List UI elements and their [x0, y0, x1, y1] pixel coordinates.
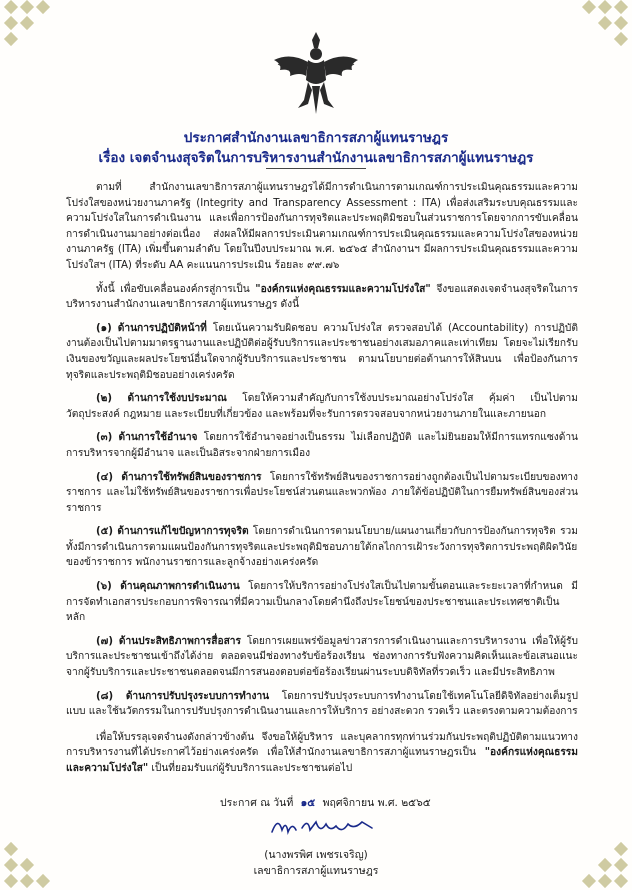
list-item: [66, 391, 578, 422]
corner-ornament-top-right: [572, 0, 632, 60]
signer-position: เลขาธิการสภาผู้แทนราษฎร: [253, 865, 379, 877]
intro-paragraph-1: ตามที่ สำนักงานเลขาธิการสภาผู้แทนราษฎรได้มีการดำเนินการตามเกณฑ์การประเมินคุณธรรมและความโปร่งใสของหน่วยงานภาครัฐ (Integrity and Transparency Assessment : ITA) เพื่อส่งเสริมระบบคุณธรรมและความโปร่งใสในการดำเนินงาน และเพื่อการป้องกันการทุจริตและประพฤติมิชอบในส่วนราชการโดยจากการขับเคลื่อนการดำเนินงานมาอย่างต่อเนื่อง ส่งผลให้มีผลการประเมินตามเกณฑ์การประเมินคุณธรรมและความโปร่งใสของหน่วยงานภาครัฐ (ITA) เพิ่มขึ้นตามลำดับ โดยในปีงบประมาณ พ.ศ. ๒๕๖๕ สำนักงานฯ มีผลการประเมินคุณธรรมและความโปร่งใสฯ (ITA) ที่ระดับ AA คะแนนการประเมิน ร้อยละ ๙๙.๗๖: [66, 182, 578, 271]
item-label: ด้านคุณภาพการดำเนินงาน: [120, 581, 240, 593]
item-number: (๘): [96, 690, 114, 702]
item-label: ด้านประสิทธิภาพการสื่อสาร: [118, 635, 241, 647]
item-number: (๓): [96, 432, 113, 444]
date-suffix: พฤศจิกายน พ.ศ. ๒๕๖๕: [322, 797, 431, 809]
closing-paragraph: [66, 730, 578, 777]
intro-paragraph-2: [66, 282, 578, 313]
announcement-date: [220, 794, 431, 811]
item-number: (๑): [96, 322, 112, 334]
closing-emphasis: "องค์กรแห่งคุณธรรมและความโปร่งใส": [66, 747, 578, 774]
item-text: โดยการเผยแพร่ข้อมูลข่าวสารการดำเนินงานและการบริหารงาน เพื่อให้ผู้รับบริการและประชาชนเข้าถึงได้ง่าย ตลอดจนมีช่องทางรับข้อร้องเรียน ช่องทางการรับฟังความคิดเห็นและข้อเสนอแนะจากผู้รับบริการและประชาชนตลอดจนมีการสนองตอบต่อข้อร้องเรียนผ่านระบบดิจิทัลที่รวดเร็ว และมีประสิทธิภาพ: [66, 635, 578, 679]
item-label: ด้านการใช้งบประมาณ: [127, 393, 227, 405]
announcement-subject: เรื่อง เจตจำนงสุจริตในการบริหารงานสำนักงานเลขาธิการสภาผู้แทนราษฎร: [98, 150, 534, 166]
intro-p2-text-a: ทั้งนี้ เพื่อขับเคลื่อนองค์กรสู่การเป็น: [96, 283, 256, 295]
item-label: ด้านการใช้ทรัพย์สินของราชการ: [121, 471, 262, 483]
item-text: โดยการปรับปรุงระบบการทำงานโดยใช้เทคโนโลยีดิจิทัลอย่างเต็มรูปแบบ และใช้นวัตกรรมในการปรับปรุงการดำเนินงานและการให้บริการ อย่างสะดวก รวดเร็ว และตรงตามความต้องการ: [66, 690, 578, 718]
list-item: [66, 579, 578, 626]
closing-text-b: เป็นที่ยอมรับแก่ผู้รับบริการและประชาชนต่อไป: [148, 763, 353, 774]
item-number: (๒): [96, 393, 113, 405]
list-item: [66, 689, 578, 720]
item-label: ด้านการใช้อำนาจ: [118, 432, 198, 444]
list-item: [66, 634, 578, 681]
item-label: ด้านการปรับปรุงระบบการทำงาน: [125, 690, 270, 702]
list-item: [66, 430, 578, 461]
item-number: (๗): [96, 635, 113, 647]
item-text: โดยการดำเนินการตามนโยบาย/แผนงานเกี่ยวกับการป้องกันการทุจริต รวมทั้งมีการดำเนินการตามแผนป้องกันการทุจริตและประพฤติมิชอบภายใต้กลไกการเฝ้าระวังการทุจริตการประพฤติผิดวินัยของข้าราชการ พนักงานราชการและลูกจ้างอย่างเคร่งครัด: [66, 526, 578, 569]
announcement-title: ประกาศสำนักงานเลขาธิการสภาผู้แทนราษฎร: [183, 130, 449, 146]
garuda-emblem-icon: [268, 30, 364, 118]
item-label: ด้านการปฏิบัติหน้าที่: [117, 322, 207, 334]
intro-p2-emphasis: "องค์กรแห่งคุณธรรมและความโปร่งใส": [255, 283, 431, 295]
list-item: [66, 321, 578, 383]
item-number: (๕): [96, 526, 114, 538]
list-item: [66, 524, 578, 571]
item-number: (๖): [96, 581, 112, 593]
item-label: ด้านการแก้ไขปัญหาการทุจริต: [117, 526, 249, 538]
intro-p2-text-b: จึงขอแสดงเจตจำนงสุจริตในการบริหารงานสำนักงานเลขาธิการสภาผู้แทนราษฎร ดังนี้: [66, 283, 578, 311]
handwritten-signature: [268, 812, 378, 840]
signer-name: (นางพรพิศ เพชรเจริญ): [264, 849, 368, 861]
item-text: โดยการใช้ทรัพย์สินของราชการอย่างถูกต้องเป็นไปตามระเบียบของทางราชการ และไม่ใช้ทรัพย์สินของราชการเพื่อประโยชน์ส่วนตนและพวกพ้อง ภายใต้ข้อปฏิบัติในการยืมทรัพย์สินของส่วนราชการ: [66, 471, 578, 514]
item-text: โดยการใช้อำนาจอย่างเป็นธรรม ไม่เลือกปฏิบัติ และไม่ยินยอมให้มีการแทรกแซงด้านการบริหารจากผู้มีอำนาจ และเป็นอิสระจากฝ่ายการเมือง: [66, 432, 579, 459]
closing-text-a: เพื่อให้บรรลุเจตจำนงดังกล่าวข้างต้น จึงขอให้ผู้บริหาร และบุคลากรทุกท่านร่วมกันประพฤติปฏิบัติตามแนวทางการบริหารงานที่ได้ประกาศไว้อย่างเคร่งครัด เพื่อให้สำนักงานเลขาธิการสภาผู้แทนราษฎรเป็น: [66, 731, 578, 759]
date-prefix: ประกาศ ณ วันที่: [220, 797, 294, 809]
item-text: โดยการให้บริการอย่างโปร่งใสเป็นไปตามขั้นตอนและระยะเวลาที่กำหนด มีการจัดทำเอกสารประกอบการพิจารณาที่มีความเป็นกลางโดยคำนึงถึงประโยชน์ของประชาชนและประเทศชาติเป็นหลัก: [66, 581, 578, 624]
date-day: ๑๕: [300, 797, 316, 809]
document-body: [66, 180, 578, 785]
item-text: โดยให้ความสำคัญกับการใช้งบประมาณอย่างโปร่งใส คุ้มค่า เป็นไปตามวัตถุประสงค์ กฎหมาย และระเบียบที่เกี่ยวข้อง และพร้อมที่จะรับการตรวจสอบจากหน่วยงานภายในและภายนอก: [66, 393, 578, 420]
list-item: [66, 470, 578, 517]
corner-ornament-top-left: [0, 0, 60, 60]
item-text: โดยเน้นความรับผิดชอบ ความโปร่งใส ตรวจสอบได้ (Accountability) การปฏิบัติงานต้องเป็นไปตามมาตรฐานงานและปฏิบัติต่อผู้รับบริการและประชาชนอย่างเสมอภาคและเท่าเทียม โดยจะไม่เรียกรับเงินของขวัญและผลประโยชน์อื่นใดจากผู้รับบริการและประชาชน ตามนโยบายต่อต้านการให้สินบน เพื่อป้องกันการทุจริตและประพฤติมิชอบอย่างเคร่งครัด: [66, 322, 578, 381]
title-divider: [266, 168, 366, 169]
item-number: (๔): [96, 471, 114, 483]
